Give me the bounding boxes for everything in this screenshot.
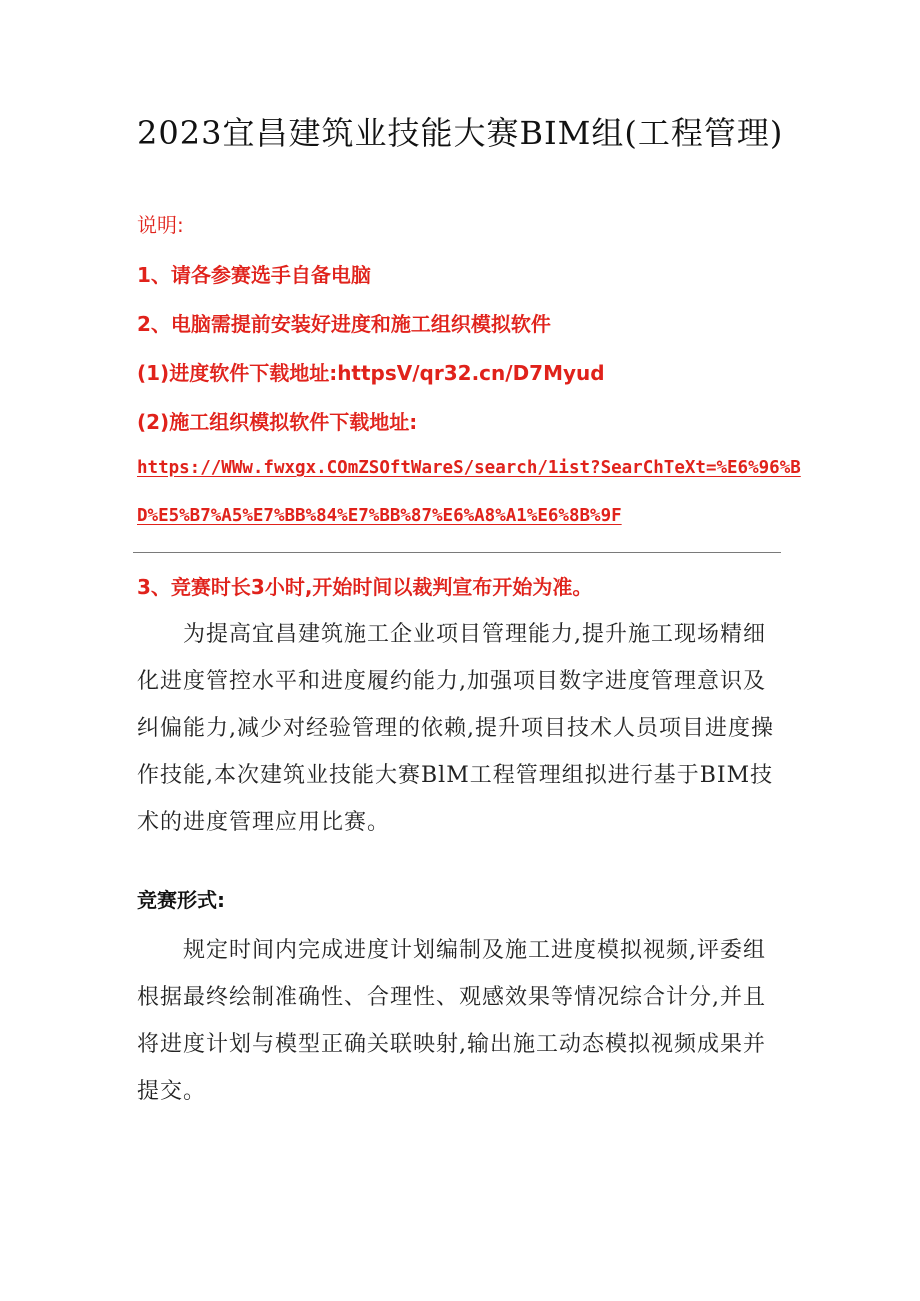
download-link-line-1[interactable]: https://WWw.fwxgx.COmZSOftWareS/search/1ist?SearChTeXt=%E6%96%B <box>137 458 801 478</box>
notes-label: 说明: <box>137 213 184 237</box>
divider <box>133 552 781 553</box>
note-item-2-sub-2: (2)施工组织模拟软件下载地址: <box>137 410 418 434</box>
format-heading: 竞赛形式: <box>137 888 225 912</box>
note-item-2-sub-1: (1)进度软件下载地址:httpsV/qr32.cn/D7Myud <box>137 361 605 385</box>
document-title: 2023宜昌建筑业技能大赛BIM组(工程管理) <box>137 114 784 152</box>
note-item-3: 3、竞赛时长3小时,开始时间以裁判宣布开始为准。 <box>137 575 593 599</box>
format-paragraph: 规定时间内完成进度计划编制及施工进度模拟视频,评委组根据最终绘制准确性、合理性、观感效果等情况综合计分,并且将进度计划与模型正确关联映射,输出施工动态模拟视频成果并提交。 <box>137 938 766 1104</box>
intro-paragraph: 为提高宜昌建筑施工企业项目管理能力,提升施工现场精细化进度管控水平和进度履约能力,加强项目数字进度管理意识及纠偏能力,减少对经验管理的依赖,提升项目技术人员项目进度操作技能,本次建筑业技能大赛BlM工程管理组拟进行基于BIM技术的进度管理应用比赛。 <box>137 622 774 835</box>
note-item-2: 2、电脑需提前安装好进度和施工组织模拟软件 <box>137 312 551 336</box>
note-item-1: 1、请各参赛选手自备电脑 <box>137 263 371 287</box>
download-link-line-2[interactable]: D%E5%B7%A5%E7%BB%84%E7%BB%87%E6%A8%A1%E6%8B%9F <box>137 506 622 526</box>
